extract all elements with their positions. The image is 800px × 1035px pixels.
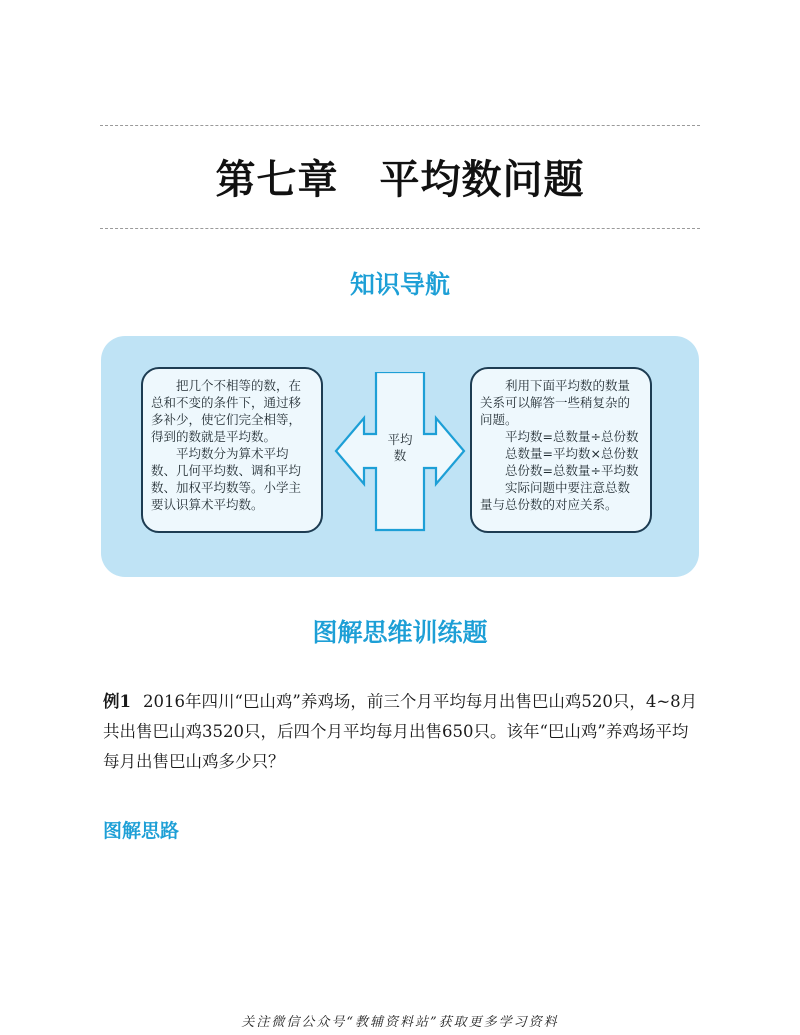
top-divider xyxy=(100,125,700,126)
training-heading: 图解思维训练题 xyxy=(312,618,488,647)
example-label: 例1 xyxy=(103,692,131,711)
chapter-title: 第七章 平均数问题 xyxy=(215,156,585,203)
footer-watermark: 关注微信公众号“教辅资料站”获取更多学习资料 xyxy=(241,1015,559,1030)
knowledge-nav-heading: 知识导航 xyxy=(349,270,450,299)
solution-heading: 图解思路 xyxy=(103,820,180,842)
formula-average: 平均数=总数量÷总份数 xyxy=(505,429,639,444)
formula-box xyxy=(470,367,652,533)
bottom-divider xyxy=(100,228,700,229)
formula-note: 实际问题中要注意总数量与总份数的对应关系。 xyxy=(480,480,631,512)
example-text: 2016年四川“巴山鸡”养鸡场，前三个月平均每月出售巴山鸡520只，4~8月共出售巴山鸡3520只，后四个月平均每月出售650只。该年“巴山鸡”养鸡场平均每月出售巴山鸡多少只？ xyxy=(103,692,698,771)
formula-parts: 总份数=总数量÷平均数 xyxy=(505,463,639,478)
definition-box xyxy=(141,367,323,533)
formula-intro: 利用下面平均数的数量关系可以解答一些稍复杂的问题。 xyxy=(480,378,631,427)
formula-total: 总数量=平均数×总份数 xyxy=(505,446,639,461)
classification-paragraph: 平均数分为算术平均数、几何平均数、调和平均数、加权平均数等。小学主要认识算术平均数。 xyxy=(151,446,302,512)
definition-paragraph: 把几个不相等的数，在总和不变的条件下，通过移多补少，使它们完全相等，得到的数就是平均数。 xyxy=(151,378,302,444)
example-problem xyxy=(103,687,703,777)
center-label: 平均数 xyxy=(387,432,413,463)
